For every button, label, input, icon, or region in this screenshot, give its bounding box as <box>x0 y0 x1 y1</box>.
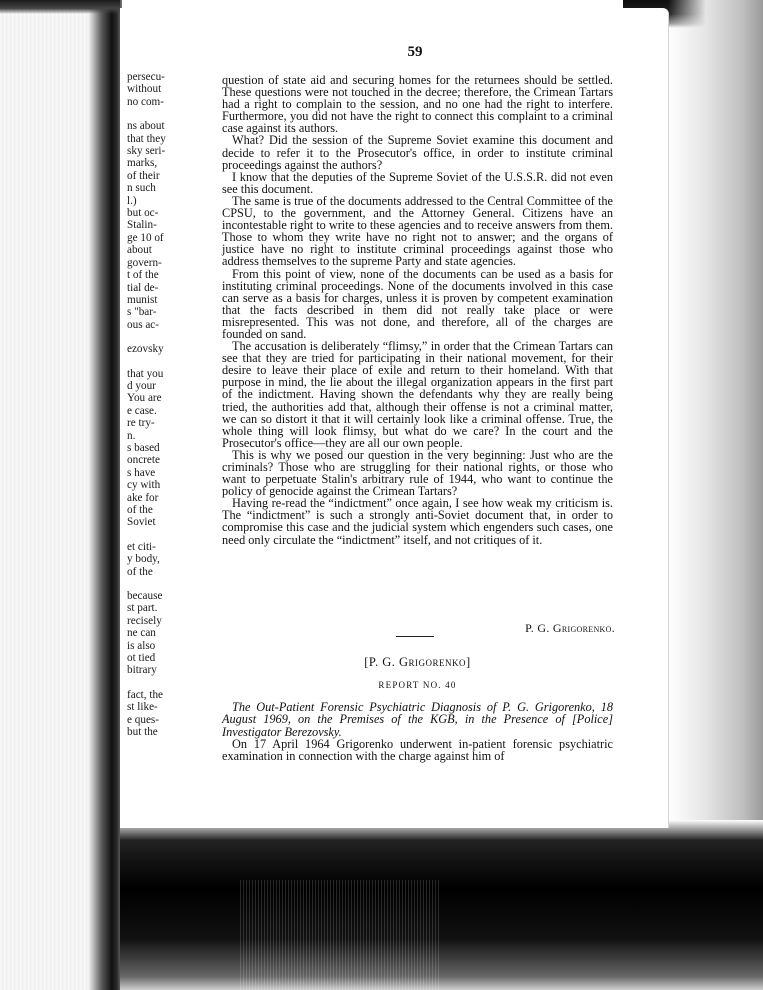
paragraph: Having re-read the “indictment” once again, I see how weak my criticism is. The “indictment” is such a strongly anti-Soviet document that, in order to compromise this case and the judicial system which engenders such cases, one need only circulate the “indictment” itself, and not critiques of it. <box>222 496 613 547</box>
left-page-fragment-line: y body, <box>127 553 160 566</box>
paragraph: On 17 April 1964 Grigorenko underwent in-patient forensic psychiatric examination in connection with the charge against him of <box>222 737 613 764</box>
left-page-fragment-line: of the <box>127 504 153 516</box>
left-page-fragment-line: govern- <box>127 256 162 269</box>
left-page-fragment-line: s "bar- <box>127 306 157 319</box>
left-page-fragment-line: but the <box>127 726 158 739</box>
left-page-fragment-line: ake for <box>127 491 159 504</box>
body-text <box>222 74 613 546</box>
scan-shadow-grain <box>240 880 440 990</box>
left-page-fragment-line: recisely <box>127 614 162 627</box>
left-page-fragment-line: about <box>127 244 152 257</box>
left-page-fragment-line: oncrete <box>127 454 160 467</box>
left-page-fragment-line: ezovsky <box>127 343 164 356</box>
left-page-fragment-line: is also <box>127 639 156 652</box>
paragraph: I know that the deputies of the Supreme Soviet of the U.S.S.R. did not even see this document. <box>222 169 613 196</box>
left-page-fragment-line: that they <box>127 132 166 145</box>
section-heading-text: [P. G. Grigorenko] <box>364 655 471 669</box>
page-number: 59 <box>407 44 423 60</box>
left-page-fragment-line: fact, the <box>127 688 164 701</box>
left-page-fragment-line: e ques- <box>127 713 159 726</box>
left-page-fragment-line: n such <box>127 182 156 195</box>
signature-text: P. G. Grigorenko. <box>525 621 615 635</box>
left-page-fragment-line: Stalin- <box>127 219 157 232</box>
report-number: REPORT NO. 40 <box>378 680 457 690</box>
left-page-fragment-line: munist <box>127 293 158 306</box>
left-page-fragment-line: marks, <box>127 157 158 170</box>
left-page-fragment-line: ns about <box>127 120 165 133</box>
left-page-fragment-line: st part. <box>127 602 158 615</box>
left-page-fragment-line: of their <box>127 169 160 182</box>
left-page-fragment-line: ot tied <box>127 652 156 665</box>
left-page-fragment-line: persecu- <box>127 71 165 83</box>
left-page-fragment-line: because <box>127 590 163 603</box>
left-page-fragment-line: s based <box>127 441 160 454</box>
left-page-fragment-line <box>127 677 189 689</box>
scan-shadow-binding <box>88 0 122 990</box>
left-page-fragment-line: et citi- <box>127 540 156 553</box>
left-page-fragment-line: no com- <box>127 95 164 108</box>
left-page-fragment-line <box>127 108 189 120</box>
section-divider <box>396 636 434 637</box>
left-page-fragment-line <box>127 331 189 343</box>
paragraph: What? Did the session of the Supreme Soviet examine this document and decide to refer it to the Prosecutor's office, in order to institute criminal proceedings against the authors? <box>222 133 613 172</box>
left-page-fragment-line: without <box>127 83 162 96</box>
left-page-fragment-line <box>127 578 189 590</box>
scan-shadow-right <box>668 0 763 850</box>
scan-shadow-bottom <box>120 820 763 990</box>
left-page-fragment-line: ge 10 of <box>127 231 164 244</box>
section-heading <box>222 655 613 670</box>
paragraph: question of state aid and securing homes for the returnees should be settled. These questions were not touched in the decree; therefore, the Crimean Tartars had a right to complain to the session, and no one had the right to interfere. Furthermore, you did not have the right to connect this complaint to a criminal case against its authors. <box>222 73 613 136</box>
left-page-fragment-line: ne can <box>127 627 156 640</box>
left-page-fragment-line: re try- <box>127 417 155 430</box>
paragraph: The same is true of the documents addressed to the Central Committee of the CPSU, to the government, and the Attorney General. Citizens have an incontestable right to write to these agencies and to receive answers from them. Those to whom they write have no right not to answer; and the organs of justice have no right to institute criminal proceedings against those who address themselves to the supreme Party and state agencies. <box>222 193 613 269</box>
left-page-fragment-line: st like- <box>127 701 158 714</box>
left-page-fragment-line: cy with <box>127 479 161 492</box>
left-page-fragment-line: bitrary <box>127 664 157 677</box>
paragraph: This is why we posed our question in the very beginning: Just who are the criminals? Those who are struggling for their national rights, or those who want to perpetuate Stalin's arbitrary rule of 1944, who want to continue the policy of genocide against the Crimean Tartars? <box>222 447 613 499</box>
report-intro: The Out-Patient Forensic Psychiatric Diagnosis of P. G. Grigorenko, 18 August 1969, on the Premises of the KGB, in the Presence of [Police] Investigator Berezovsky. <box>222 700 613 739</box>
left-page-fragment-line: ous ac- <box>127 318 159 331</box>
left-page-fragment-line: s have <box>127 466 156 479</box>
left-page-fragment-line: but oc- <box>127 207 159 220</box>
left-page-fragment-line <box>127 529 189 541</box>
left-page-fragment-line: tial de- <box>127 281 159 294</box>
left-page-fragment-line: n. <box>127 429 136 442</box>
left-page-fragment-line <box>127 356 189 368</box>
left-page-fragment-line: Soviet <box>127 516 156 529</box>
paragraph: From this point of view, none of the documents can be used as a basis for instituting criminal proceedings. None of the documents involved in this case can serve as a basis for charges, unless it is proven by competent examination that the facts described in them did not really take place or were misrepresented. This was not done, and therefore, all of the charges are founded on sand. <box>222 266 613 341</box>
scan-shadow-top-left <box>0 0 120 14</box>
signature <box>480 621 615 636</box>
left-page-fragment-line: e case. <box>127 404 157 417</box>
left-page-fragment-line: of the <box>127 565 153 578</box>
left-page-fragment-line: d your <box>127 379 156 392</box>
left-page-fragment-line: You are <box>127 392 162 405</box>
left-page-fragments <box>127 71 189 739</box>
left-page-fragment-line: that you <box>127 367 164 380</box>
paragraph: The accusation is deliberately “flimsy,” in order that the Crimean Tartars can see that they are tried for participating in their national movement, for their desire to leave their place of exile and return to their homeland. With that purpose in mind, the lie about the illegal organization appears in the first part of the indictment. Having shown the defendants why they are really being tried, the authorities add that, although their offense is not a criminal matter, we can so distort it that it will certainly look like a criminal offense. True, the whole thing will look flimsy, but what do we care? In the court and the Prosecutor's office—they are all our own people. <box>222 339 613 450</box>
left-page-fragment-line: l.) <box>127 194 137 207</box>
left-page-fragment-line: sky seri- <box>127 145 166 158</box>
left-page-fragment-line: t of the <box>127 269 159 282</box>
